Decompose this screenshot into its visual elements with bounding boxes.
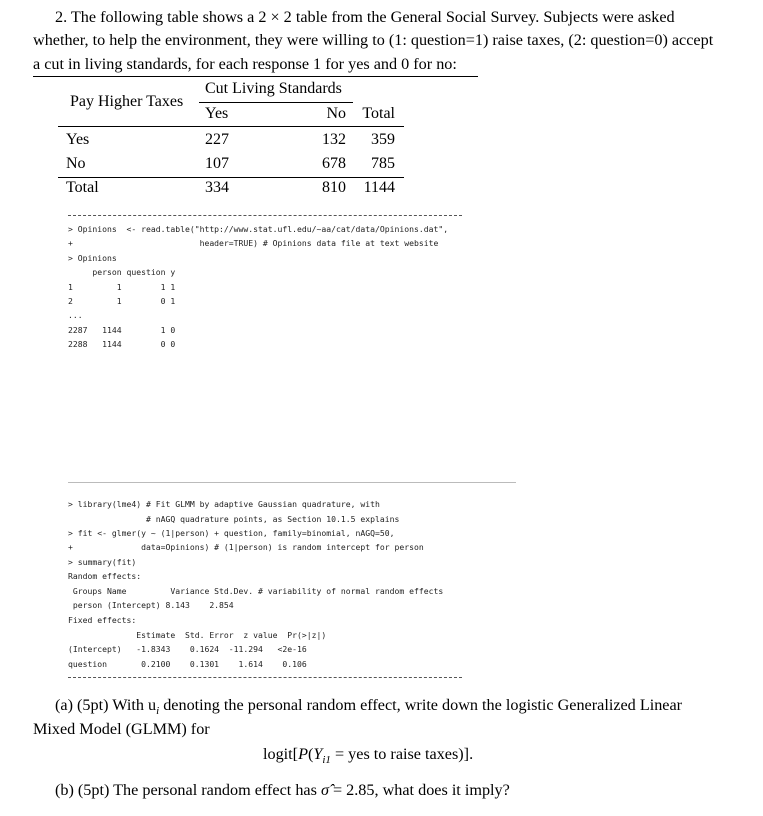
code-line: > summary(fit) — [68, 557, 137, 567]
question-line-3: a cut in living standards, for each response 1 for yes and 0 for no: — [33, 55, 457, 73]
cell: 678 — [322, 155, 346, 172]
part-a-line-2: Mixed Model (GLMM) for — [33, 720, 210, 738]
formula-y: Y — [313, 745, 323, 763]
row-header: Pay Higher Taxes — [70, 93, 184, 110]
row-label: Yes — [66, 131, 90, 148]
separator-rule — [68, 482, 516, 483]
part-a-text: (a) (5pt) With u — [55, 696, 157, 714]
part-b-line — [55, 781, 510, 800]
cell: 132 — [322, 131, 346, 148]
part-b-text-cont: = 2.85, what does it imply? — [328, 781, 510, 799]
cell: 810 — [322, 179, 346, 196]
formula-rest: = yes to raise taxes)]. — [330, 745, 474, 763]
col-header: Cut Living Standards — [205, 80, 342, 97]
part-a-line-1 — [55, 696, 682, 717]
code-line: ... — [68, 310, 83, 320]
code-block-2-bottom-rule — [68, 677, 462, 678]
row-label: Total — [66, 179, 99, 196]
code-line: + data=Opinions) # (1|person) is random intercept for person — [68, 542, 424, 552]
formula-p: P — [298, 745, 308, 763]
total-rule — [58, 177, 404, 178]
code-line: > library(lme4) # Fit GLMM by adaptive Gaussian quadrature, with — [68, 499, 380, 509]
code-line: 2 1 0 1 — [68, 296, 176, 306]
col-label-total: Total — [362, 105, 395, 122]
part-a-subscript: i — [156, 705, 160, 718]
question-line-1: 2. The following table shows a 2 × 2 table from the General Social Survey. Subjects were asked — [55, 8, 675, 26]
col-label-no: No — [326, 105, 346, 122]
formula-paren: ( — [307, 745, 314, 763]
cell: 107 — [205, 155, 229, 172]
col-label-yes: Yes — [205, 105, 229, 122]
code-line: > Opinions <- read.table("http://www.stat.ufl.edu/~aa/cat/data/Opinions.dat", — [68, 224, 449, 234]
code-line: # nAGQ quadrature points, as Section 10.1.5 explains — [68, 514, 400, 524]
code-line: + header=TRUE) # Opinions data file at text website — [68, 238, 439, 248]
code-line: person (Intercept) 8.143 2.854 — [68, 600, 234, 610]
cell: 334 — [205, 179, 229, 196]
code-line: person question y — [68, 267, 176, 277]
formula-subscript: i1 — [322, 754, 331, 767]
col-header-rule — [199, 102, 353, 103]
cell: 785 — [371, 155, 395, 172]
code-line: 2288 1144 0 0 — [68, 339, 176, 349]
code-line: > Opinions — [68, 253, 117, 263]
cell: 1144 — [363, 179, 395, 196]
code-line: Groups Name Variance Std.Dev. # variability of normal random effects — [68, 586, 444, 596]
cell: 227 — [205, 131, 229, 148]
code-line: question 0.2100 0.1301 1.614 0.106 — [68, 659, 307, 669]
code-line: Estimate Std. Error z value Pr(>|z|) — [68, 630, 327, 640]
code-line: Fixed effects: — [68, 615, 137, 625]
row-label: No — [66, 155, 86, 172]
code-block-1-top-rule — [68, 215, 462, 216]
question-line-2: whether, to help the environment, they were willing to (1: question=1) raise taxes, (2: question=0) accept — [33, 31, 714, 49]
question-underline — [33, 76, 478, 77]
code-line: Random effects: — [68, 571, 142, 581]
header-rule — [58, 126, 404, 127]
part-b-text: (b) (5pt) The personal random effect has — [55, 781, 321, 799]
code-line: 1 1 1 1 — [68, 282, 176, 292]
cell: 359 — [371, 131, 395, 148]
code-line: (Intercept) -1.8343 0.1624 -11.294 <2e-16 — [68, 644, 307, 654]
code-line: 2287 1144 1 0 — [68, 325, 176, 335]
part-b-sigma: σ̂ — [320, 781, 329, 799]
part-a-text-cont: denoting the personal random effect, write down the logistic Generalized Linear — [159, 696, 683, 714]
code-line: > fit <- glmer(y ~ (1|person) + question, family=binomial, nAGQ=50, — [68, 528, 395, 538]
part-a-formula — [263, 745, 473, 766]
formula-logit: logit[ — [263, 745, 299, 763]
